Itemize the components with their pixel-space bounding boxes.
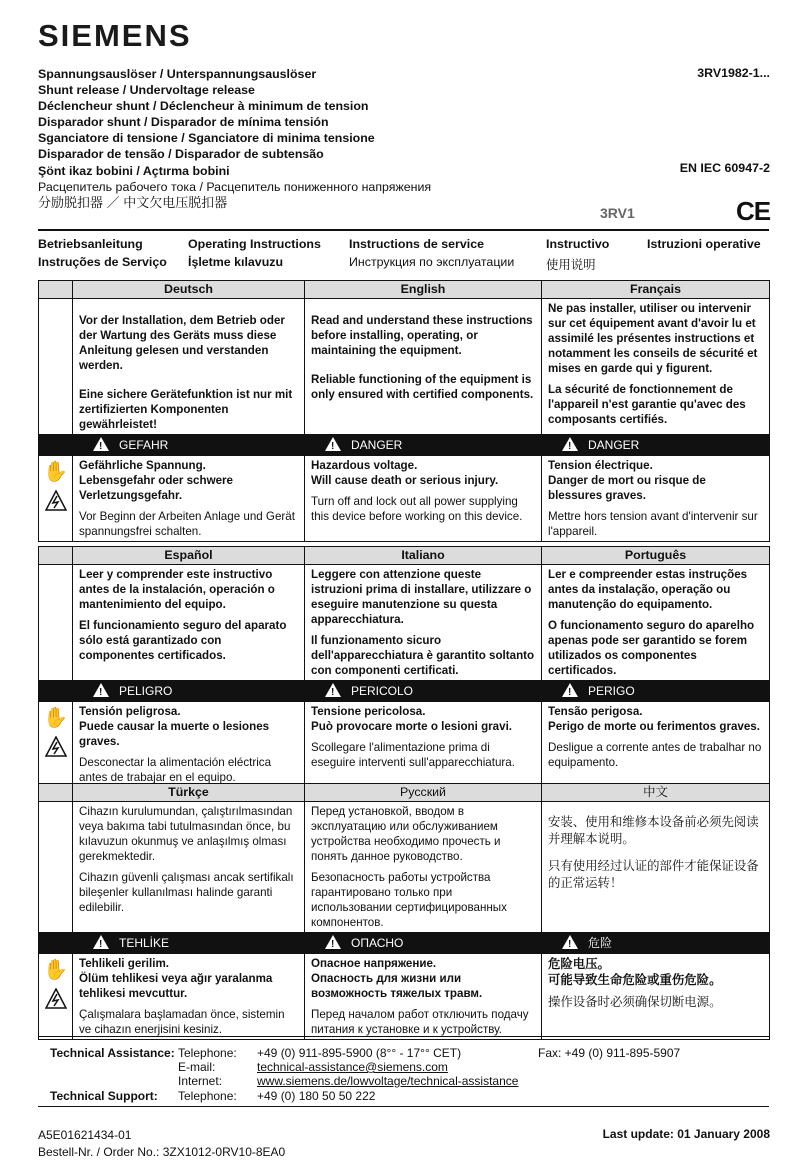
order-number: 3RV1982-1... bbox=[697, 66, 770, 80]
telephone-value: +49 (0) 911-895-5900 (8°° - 17°° CET) bbox=[257, 1046, 462, 1060]
hazard-text: Опасное напряжение. Опасность для жизни или возможность тяжелых травм. bbox=[311, 957, 483, 1000]
lang-header: Português bbox=[542, 547, 770, 565]
divider bbox=[38, 229, 769, 231]
fax-value: Fax: +49 (0) 911-895-5907 bbox=[538, 1046, 681, 1060]
hazard-text: Tensión peligrosa. Puede causar la muerte o lesiones graves. bbox=[79, 705, 270, 748]
intro-text: Il funzionamento sicuro dell'apparecchiatura è garantito soltanto con componenti certificati. bbox=[311, 634, 535, 677]
last-update: Last update: 01 January 2008 bbox=[602, 1127, 770, 1141]
lang-header: Français bbox=[542, 281, 770, 299]
oi-fr: Instructions de service bbox=[349, 237, 484, 251]
internet-label: Internet: bbox=[178, 1074, 223, 1088]
series-label: 3RV1 bbox=[600, 205, 635, 221]
oi-en: Operating Instructions bbox=[188, 237, 321, 251]
warning-icon bbox=[93, 935, 109, 949]
support-telephone-value: +49 (0) 180 50 50 222 bbox=[257, 1089, 376, 1103]
intro-text: Leer y comprender este instructivo antes de la instalación, operación o mantenimiento del equipo. bbox=[79, 568, 275, 611]
electric-hazard-icon bbox=[45, 490, 67, 512]
intro-text: O funcionamento seguro do aparelho apenas pode ser garantido se forem utilizados os componentes certificados. bbox=[548, 619, 755, 677]
intro-text: Read and understand these instructions before installing, operating, or maintaining the equipment. bbox=[311, 314, 533, 357]
section-1 bbox=[38, 280, 770, 542]
lang-header: Türkçe bbox=[73, 784, 305, 802]
intro-text: Vor der Installation, dem Betrieb oder der Wartung des Geräts muss diese Anleitung gelesen und verstanden werden. bbox=[79, 314, 285, 372]
danger-label: ! ОПАСНО bbox=[305, 933, 542, 954]
order-info: Bestell-Nr. / Order No.: 3ZX1012-0RV10-8EA0 bbox=[38, 1145, 286, 1159]
email-label: E-mail: bbox=[178, 1060, 216, 1074]
intro-text: Cihazın güvenli çalışması ancak sertifikalı bileşenler kullanılması halinde garanti edilebilir. bbox=[79, 871, 294, 914]
action-text: 操作设备时必须确保切断电源。 bbox=[548, 995, 722, 1009]
title-line: 分励脱扣器 ／ 中文欠电压脱扣器 bbox=[38, 194, 228, 210]
lang-header: 中文 bbox=[542, 784, 770, 802]
hand-shock-icon: ✋ bbox=[43, 707, 68, 729]
title-line: Disparador de tensão / Disparador de subtensão bbox=[38, 147, 324, 162]
hazard-text: Tehlikeli gerilim. Ölüm tehlikesi veya ağır yaralanma tehlikesi mevcuttur. bbox=[79, 957, 273, 1000]
internet-link[interactable]: www.siemens.de/lowvoltage/technical-assistance bbox=[257, 1074, 519, 1088]
intro-text: Ne pas installer, utiliser ou intervenir sur cet équipement avant d'avoir lu et assimilé les présentes instructions et notamment les conseils de sécurité et mises en garde qui y figurent. bbox=[548, 302, 758, 375]
warning-icon bbox=[325, 935, 341, 949]
email-link[interactable]: technical-assistance@siemens.com bbox=[257, 1060, 448, 1074]
intro-text: Безопасность работы устройства гарантировано только при использовании сертифицированных компонентов. bbox=[311, 871, 507, 929]
action-text: Mettre hors tension avant d'intervenir sur l'appareil. bbox=[548, 510, 758, 538]
hazard-text: Gefährliche Spannung. Lebensgefahr oder schwere Verletzungsgefahr. bbox=[79, 459, 233, 502]
danger-label: !TEHLİKE bbox=[73, 933, 305, 954]
action-text: Desligue a corrente antes de trabalhar no equipamento. bbox=[548, 741, 762, 769]
danger-label: ! 危险 bbox=[542, 933, 770, 954]
oi-es: Instructivo bbox=[546, 237, 610, 251]
title-line: Spannungsauslöser / Unterspannungsauslöser bbox=[38, 67, 317, 81]
warning-icon bbox=[93, 683, 109, 697]
action-text: Scollegare l'alimentazione prima di eseguire interventi sull'apparecchiatura. bbox=[311, 741, 515, 769]
section-3 bbox=[38, 783, 770, 1040]
oi-ru: Инструкция по эксплуатации bbox=[349, 255, 515, 269]
hand-shock-icon: ✋ bbox=[43, 461, 68, 483]
ce-mark: CE bbox=[736, 196, 771, 226]
hazard-text: Tensione pericolosa. Può provocare morte o lesioni gravi. bbox=[311, 705, 513, 733]
action-text: Çalışmalara başlamadan önce, sistemin ve cihazın enerjisini kesiniz. bbox=[79, 1008, 285, 1036]
oi-it: Istruzioni operative bbox=[647, 237, 761, 251]
oi-tr: İşletme kılavuzu bbox=[188, 255, 284, 269]
intro-text: 安装、使用和维修本设备前必须先阅读并理解本说明。 bbox=[548, 815, 759, 846]
norm-standard: EN IEC 60947-2 bbox=[679, 161, 770, 175]
warning-icon bbox=[562, 935, 578, 949]
siemens-logo: SIEMENS bbox=[38, 18, 192, 53]
electric-hazard-icon bbox=[45, 988, 67, 1010]
lang-header: Русский bbox=[305, 784, 542, 802]
title-line: Şönt ikaz bobini / Açtırma bobini bbox=[38, 163, 230, 178]
doc-number: A5E01621434-01 bbox=[38, 1128, 132, 1142]
intro-text: Ler e compreender estas instruções antes da instalação, operação ou manutenção do equipamento. bbox=[548, 568, 748, 611]
document-info bbox=[38, 1127, 285, 1161]
intro-text: Cihazın kurulumundan, çalıştırılmasından veya bakıma tabi tutulmasından önce, bu kılavuzun okunmuş ve anlaşılmış olması gerekmektedir. bbox=[79, 805, 293, 863]
danger-label: ! DANGER bbox=[305, 435, 542, 456]
intro-text: Leggere con attenzione queste istruzioni prima di installare, utilizzare o eseguire manutenzione su questa apparecchiatura. bbox=[311, 568, 532, 626]
intro-text: La sécurité de fonctionnement de l'appareil n'est garantie qu'avec des composants certifiés. bbox=[548, 383, 746, 426]
lang-header: Deutsch bbox=[73, 281, 305, 299]
lang-header: English bbox=[305, 281, 542, 299]
hazard-text: Hazardous voltage. Will cause death or serious injury. bbox=[311, 459, 499, 487]
title-line: Sganciatore di tensione / Sganciatore di minima tensione bbox=[38, 131, 375, 146]
action-text: Desconectar la alimentación eléctrica antes de trabajar en el equipo. bbox=[79, 756, 272, 784]
lang-header: Italiano bbox=[305, 547, 542, 565]
hazard-text: 危险电压。 可能导致生命危险或重伤危险。 bbox=[548, 957, 722, 987]
oi-pt: Instruções de Serviço bbox=[38, 255, 167, 269]
danger-label: !GEFAHR bbox=[73, 435, 305, 456]
lang-header: Español bbox=[73, 547, 305, 565]
intro-text: El funcionamiento seguro del aparato sólo está garantizado con componentes certificados. bbox=[79, 619, 287, 662]
telephone-label: Telephone: bbox=[178, 1046, 237, 1060]
footer-divider-bottom bbox=[38, 1106, 769, 1107]
title-line: Disparador shunt / Disparador de mínima tensión bbox=[38, 115, 329, 130]
danger-label: ! PERICOLO bbox=[305, 681, 542, 702]
intro-text: Reliable functioning of the equipment is only ensured with certified components. bbox=[311, 373, 534, 401]
warning-icon bbox=[93, 437, 109, 451]
danger-label: ! DANGER bbox=[542, 435, 770, 456]
assistance-label: Technical Assistance: bbox=[50, 1046, 175, 1060]
title-line: Shunt release / Undervoltage release bbox=[38, 83, 255, 98]
action-text: Vor Beginn der Arbeiten Anlage und Gerät spannungsfrei schalten. bbox=[79, 510, 295, 538]
oi-de: Betriebsanleitung bbox=[38, 237, 143, 251]
support-telephone-label: Telephone: bbox=[178, 1089, 237, 1103]
action-text: Перед началом работ отключить подачу питания к установке и к устройству. bbox=[311, 1008, 529, 1036]
intro-text: 只有使用经过认证的部件才能保证设备的正常运转！ bbox=[548, 859, 759, 890]
action-text: Turn off and lock out all power supplying this device before working on this device. bbox=[311, 495, 523, 523]
product-titles bbox=[38, 66, 431, 211]
title-line: Déclencheur shunt / Déclencheur à minimum de tension bbox=[38, 99, 369, 114]
warning-icon bbox=[562, 683, 578, 697]
hazard-text: Tensão perigosa. Perigo de morte ou ferimentos graves. bbox=[548, 705, 760, 733]
section-2 bbox=[38, 546, 770, 788]
title-line: Расцепитель рабочего тока / Расцепитель пониженного напряжения bbox=[38, 179, 432, 194]
intro-text: Eine sichere Gerätefunktion ist nur mit zertifizierten Komponenten gewährleistet! bbox=[79, 388, 293, 431]
warning-icon bbox=[562, 437, 578, 451]
electric-hazard-icon bbox=[45, 736, 67, 758]
footer-divider bbox=[38, 1036, 769, 1037]
danger-label: !PELIGRO bbox=[73, 681, 305, 702]
warning-icon bbox=[325, 437, 341, 451]
intro-text: Перед установкой, вводом в эксплуатацию или обслуживанием устройства необходимо прочесть и понять данное руководство. bbox=[311, 805, 501, 863]
hazard-text: Tension électrique. Danger de mort ou risque de blessures graves. bbox=[548, 459, 706, 502]
oi-zh: 使用说明 bbox=[546, 258, 596, 272]
support-label: Technical Support: bbox=[50, 1089, 158, 1103]
warning-icon bbox=[325, 683, 341, 697]
danger-label: ! PERIGO bbox=[542, 681, 770, 702]
hand-shock-icon: ✋ bbox=[43, 959, 68, 981]
